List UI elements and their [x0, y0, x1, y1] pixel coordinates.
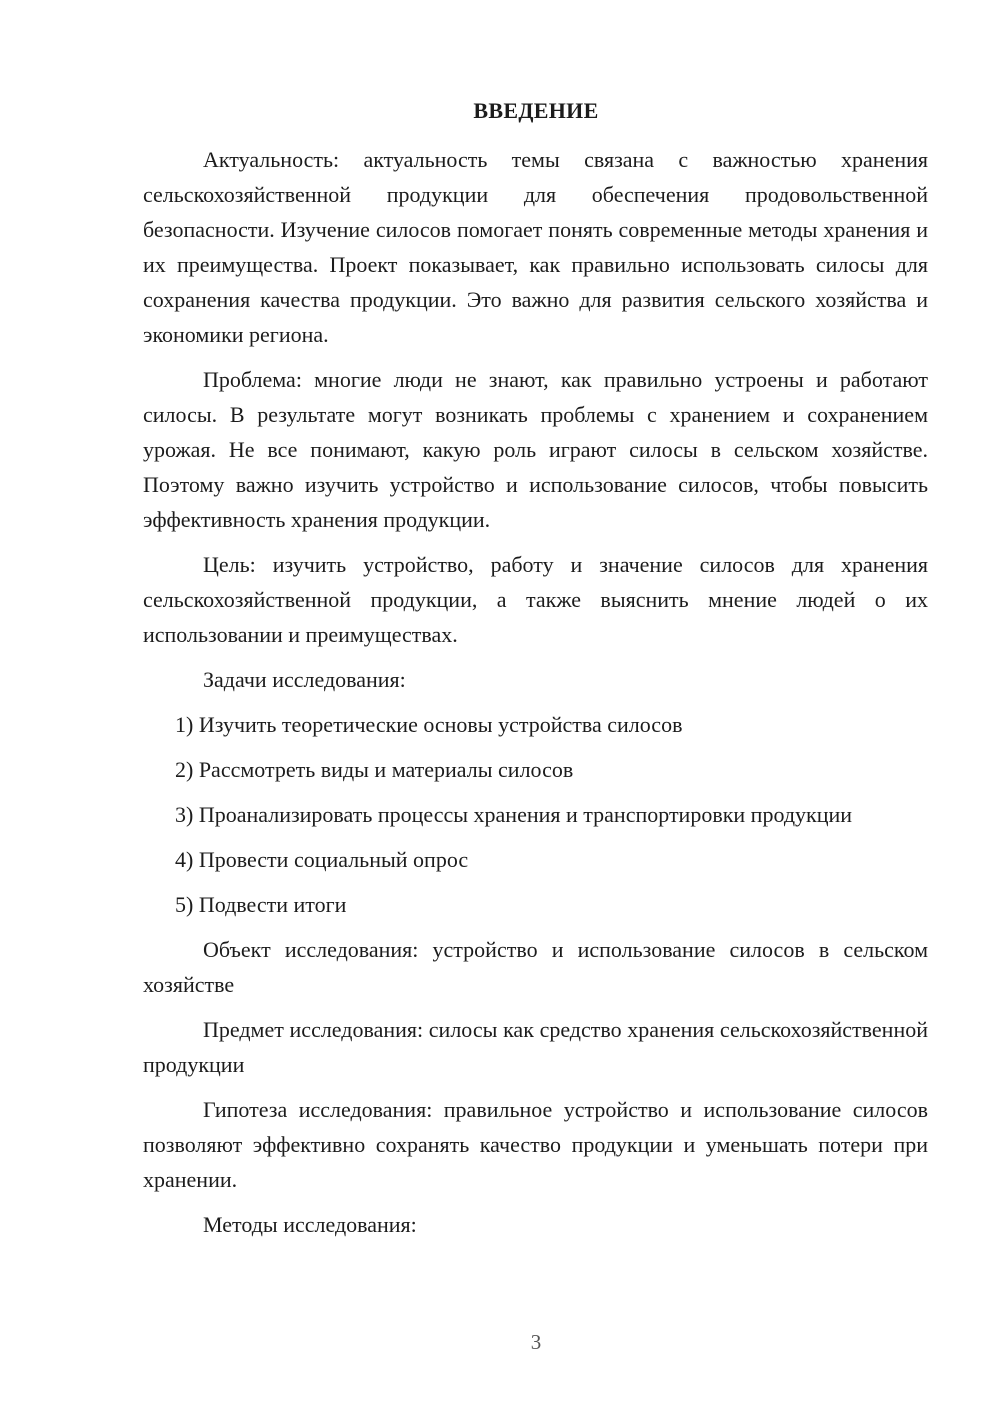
- problem-paragraph: Проблема: многие люди не знают, как правильно устроены и работают силосы. В результате могут возникать проблемы с хранением и сохранением урожая. Не все понимают, какую роль играют силосы в сельском хозяйстве. Поэтому важно изучить устройство и использование силосов, чтобы повысить эффективность хранения продукции.: [143, 367, 928, 532]
- page-body: [143, 142, 928, 1252]
- task-item: 1) Изучить теоретические основы устройства силосов: [175, 712, 683, 737]
- goal-paragraph: Цель: изучить устройство, работу и значение силосов для хранения сельскохозяйственной продукции, а также выяснить мнение людей о их использовании и преимуществах.: [143, 552, 928, 647]
- task-item: 5) Подвести итоги: [175, 892, 347, 917]
- task-item: 3) Проанализировать процессы хранения и транспортировки продукции: [175, 802, 853, 827]
- subject-paragraph: Предмет исследования: силосы как средство хранения сельскохозяйственной продукции: [143, 1017, 928, 1077]
- tasks-heading: Задачи исследования:: [203, 667, 406, 692]
- hypothesis-paragraph: Гипотеза исследования: правильное устройство и использование силосов позволяют эффективно сохранять качество продукции и уменьшать потери при хранении.: [143, 1097, 928, 1192]
- object-paragraph: Объект исследования: устройство и использование силосов в сельском хозяйстве: [143, 937, 928, 997]
- relevance-paragraph: Актуальность: актуальность темы связана с важностью хранения сельскохозяйственной продукции для обеспечения продовольственной безопасности. Изучение силосов помогает понять современные методы хранения и их преимущества. Проект показывает, как правильно использовать силосы для сохранения качества продукции. Это важно для развития сельского хозяйства и экономики региона.: [143, 147, 928, 347]
- task-item: 2) Рассмотреть виды и материалы силосов: [175, 757, 574, 782]
- page-number: 3: [530, 1330, 542, 1354]
- task-item: 4) Провести социальный опрос: [175, 847, 469, 872]
- page-title: ВВЕДЕНИЕ: [473, 98, 599, 123]
- methods-heading: Методы исследования:: [203, 1212, 417, 1237]
